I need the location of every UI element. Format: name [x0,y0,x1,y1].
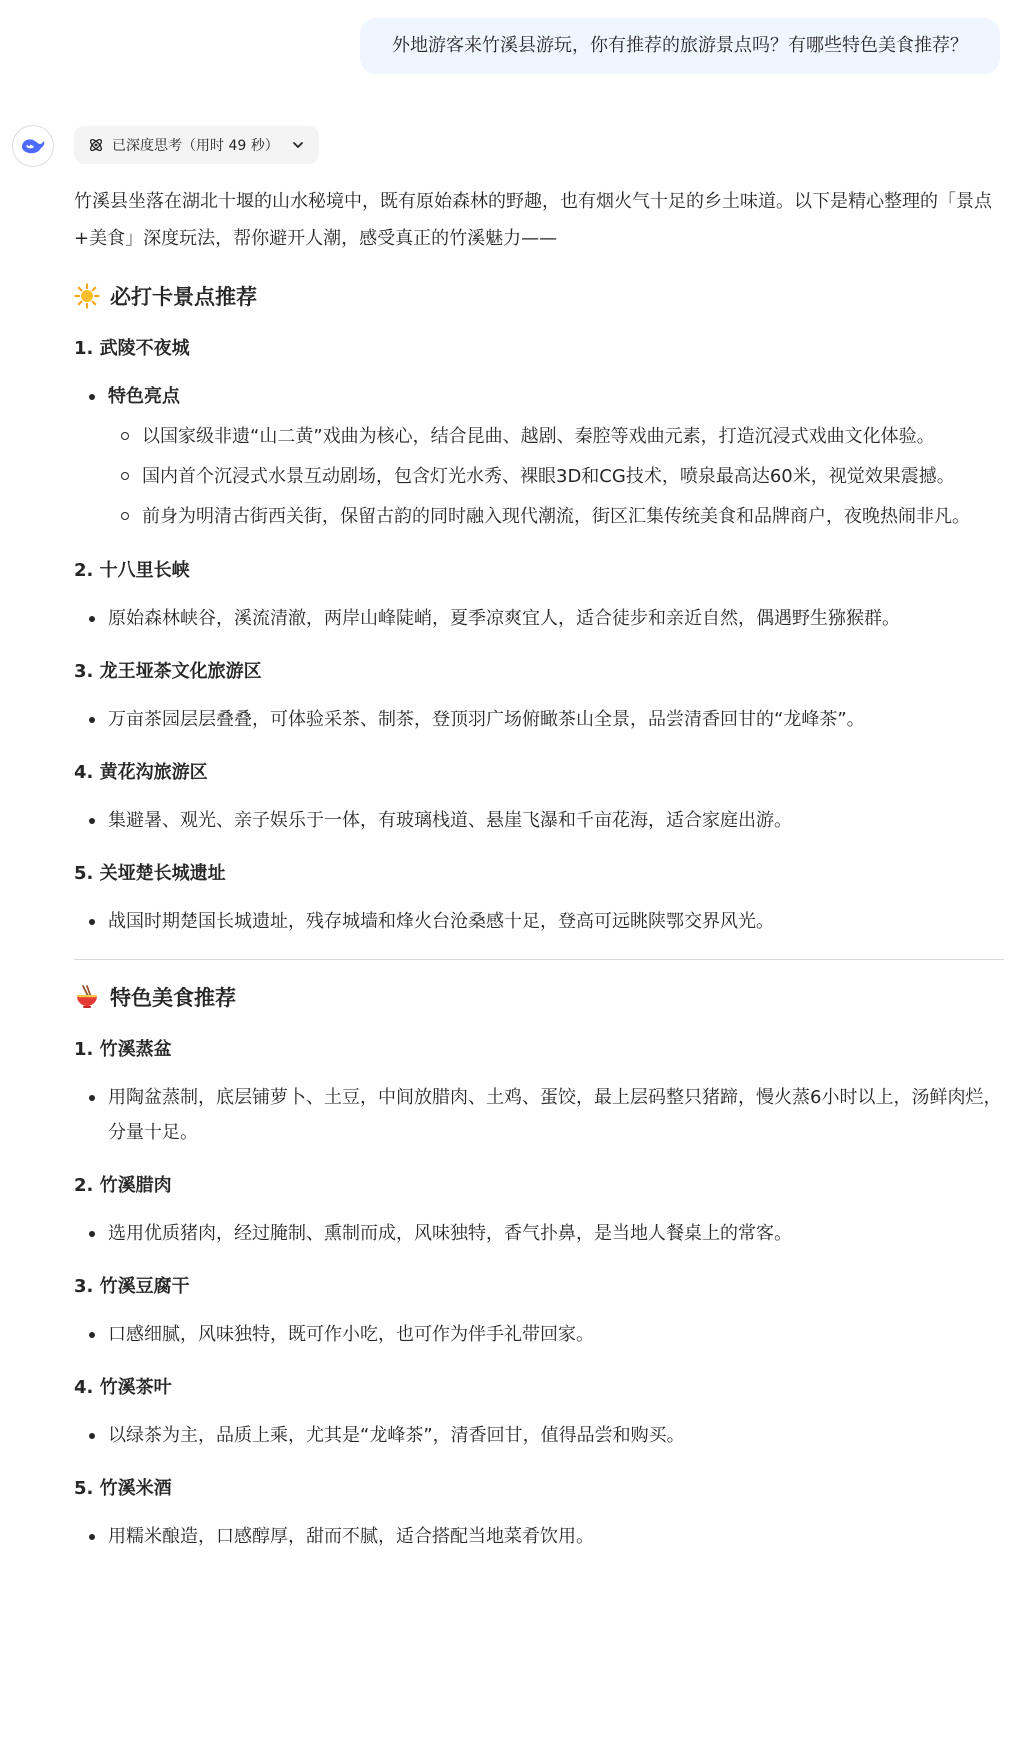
thinking-label: 已深度思考（用时 49 秒） [112,138,279,154]
list-item: 原始森林峡谷，溪流清澈，两岸山峰陡峭，夏季凉爽宜人，适合徒步和亲近自然，偶遇野生猕猴群。 [74,601,1004,636]
sight-item-points [74,904,1004,939]
chevron-down-icon [291,138,305,152]
sub-point-list [108,418,1004,535]
food-heading-text: 特色美食推荐 [110,986,236,1010]
list-item: 用糯米酿造，口感醇厚，甜而不腻，适合搭配当地菜肴饮用。 [74,1519,1004,1554]
sight-item-title: 2. 十八里长峡 [74,560,190,581]
user-message-bubble: 外地游客来竹溪县游玩，你有推荐的旅游景点吗？有哪些特色美食推荐？ [360,18,1000,74]
food-item-points [74,1418,1004,1453]
food-item-points [74,1080,1004,1150]
sight-item-title: 5. 关垭楚长城遗址 [74,863,226,884]
food-heading [74,978,1004,1016]
list-item: 用陶盆蒸制，底层铺萝卜、土豆，中间放腊肉、土鸡、蛋饺，最上层码整只猪蹄，慢火蒸6小时以上，汤鲜肉烂，分量十足。 [74,1080,1004,1150]
sub-list-item: 国内首个沉浸式水景互动剧场，包含灯光水秀、裸眼3D和CG技术，喷泉最高达60米，视觉效果震撼。 [108,458,1004,495]
sight-item-title: 1. 武陵不夜城 [74,338,190,359]
list-item: 集避暑、观光、亲子娱乐于一体，有玻璃栈道、悬崖飞瀑和千亩花海，适合家庭出游。 [74,803,1004,838]
user-message-row [0,18,1000,74]
food-item-title: 2. 竹溪腊肉 [74,1175,172,1196]
list-item: 选用优质猪肉，经过腌制、熏制而成，风味独特，香气扑鼻，是当地人餐桌上的常客。 [74,1216,1004,1251]
sub-list-item: 前身为明清古街西关街，保留古韵的同时融入现代潮流，街区汇集传统美食和品牌商户，夜晚热闹非凡。 [108,498,1004,535]
sub-list-item: 以国家级非遗“山二黄”戏曲为核心，结合昆曲、越剧、秦腔等戏曲元素，打造沉浸式戏曲文化体验。 [108,418,1004,455]
food-item-points [74,1317,1004,1352]
sight-item-points [74,702,1004,737]
sight-item-title: 3. 龙王垭茶文化旅游区 [74,661,262,682]
food-item-title: 4. 竹溪茶叶 [74,1377,172,1398]
food-item-points [74,1216,1004,1251]
assistant-answer [74,183,1004,1574]
list-item: 以绿茶为主，品质上乘，尤其是“龙峰茶”，清香回甘，值得品尝和购买。 [74,1418,1004,1453]
list-item: 口感细腻，风味独特，既可作小吃，也可作为伴手礼带回家。 [74,1317,1004,1352]
sight-item-points [74,601,1004,636]
sights-heading [74,277,1004,315]
list-item [74,379,1004,535]
sight-item-points [74,803,1004,838]
section-divider [74,959,1004,960]
list-item: 万亩茶园层层叠叠，可体验采茶、制茶，登顶羽广场俯瞰茶山全景，品尝清香回甘的“龙峰茶”。 [74,702,1004,737]
food-item-points [74,1519,1004,1554]
list-item: 战国时期楚国长城遗址，残存城墙和烽火台沧桑感十足，登高可远眺陕鄂交界风光。 [74,904,1004,939]
food-item-title: 5. 竹溪米酒 [74,1478,172,1499]
sights-heading-text: 必打卡景点推荐 [110,285,257,309]
sight-item-title: 4. 黄花沟旅游区 [74,762,208,783]
sight-item-points [74,379,1004,535]
sun-emoji-icon [74,283,100,309]
noodle-bowl-emoji-icon [74,984,100,1010]
atom-icon [88,137,104,153]
food-item-title: 1. 竹溪蒸盆 [74,1039,172,1060]
deep-thinking-toggle[interactable] [74,126,319,164]
intro-paragraph: 竹溪县坐落在湖北十堰的山水秘境中，既有原始森林的野趣，也有烟火气十足的乡土味道。以下是精心整理的「景点+美食」深度玩法，帮你避开人潮，感受真正的竹溪魅力—— [74,191,992,249]
assistant-avatar [12,125,54,167]
highlight-label: 特色亮点 [108,386,180,407]
whale-logo-icon [20,135,46,157]
food-item-title: 3. 竹溪豆腐干 [74,1276,190,1297]
